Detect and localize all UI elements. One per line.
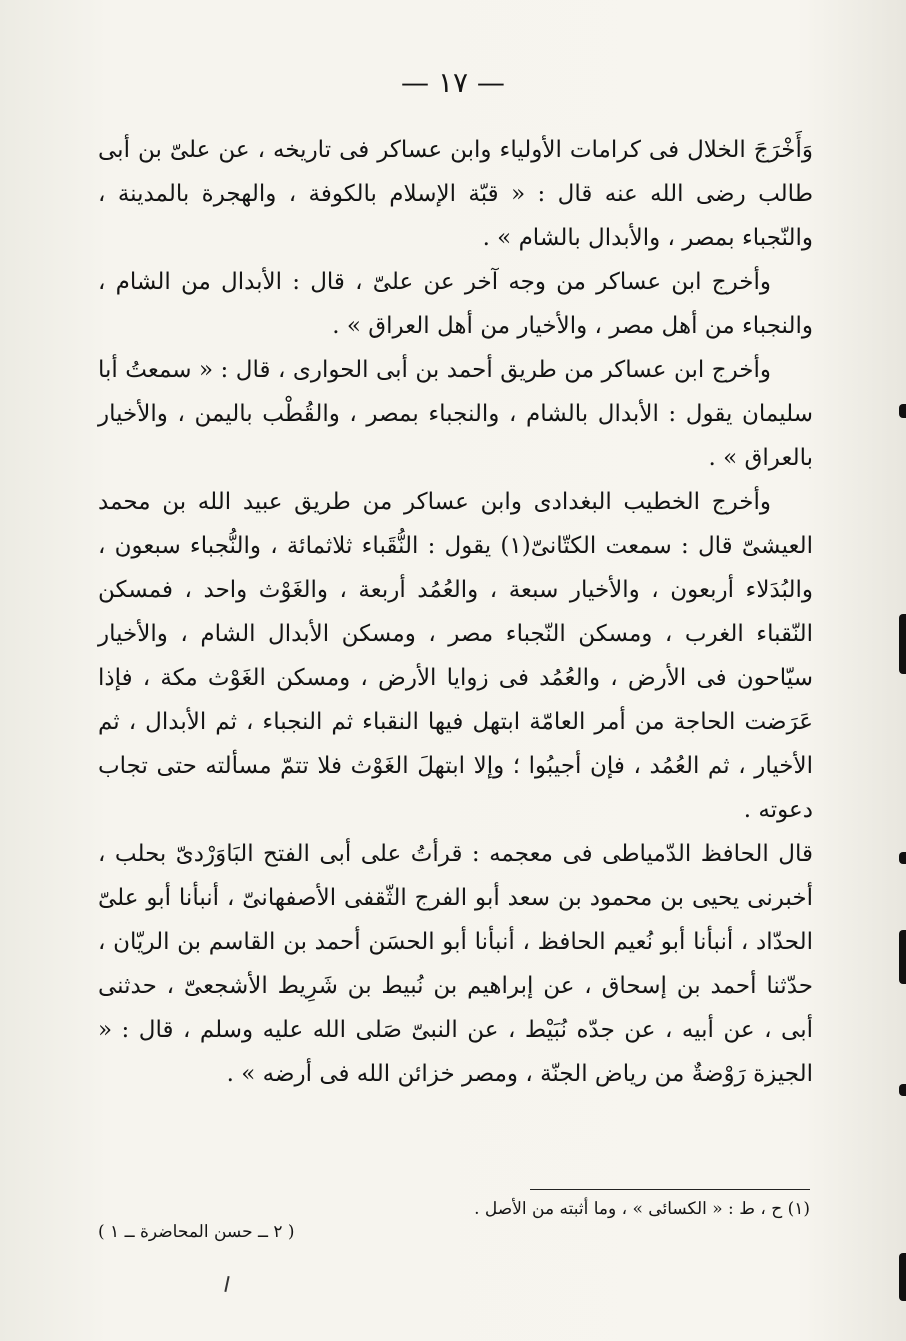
body-text [98, 128, 813, 1096]
scan-edge-mark [899, 1253, 906, 1301]
paragraph-2: وأخرج ابن عساكر من وجه آخر عن علىّ ، قال : الأبدال من الشام ، والنجباء من أهل مصر ، والأخيار من أهل العراق » . [98, 269, 813, 339]
footnote-divider [530, 1189, 810, 1190]
paragraph-1: وَأَخْرَجَ الخلال فى كرامات الأولياء وابن عساكر فى تاريخه ، عن علىّ بن أبى طالب رضى الله عنه قال : « قبّة الإسلام بالكوفة ، والهجرة بالمدينة ، والنّجباء بمصر ، والأبدال بالشام » . [98, 137, 813, 251]
scan-edge-mark [899, 930, 906, 984]
scan-edge-mark [899, 614, 906, 674]
stray-ink-mark [224, 1276, 229, 1292]
scan-edge-mark [899, 852, 906, 864]
signature-mark: ( ٢ ــ حسن المحاضرة ــ ١ ) [98, 1222, 295, 1242]
scan-edge-mark [899, 1084, 906, 1096]
page-number: — ١٧ — [401, 66, 505, 99]
footnote: (١) ح ، ط : « الكسائى » ، وما أثبته من الأصل . [474, 1199, 810, 1219]
paragraph-4: وأخرج الخطيب البغدادى وابن عساكر من طريق عبيد الله بن محمد العيشىّ قال : سمعت الكتّانىّ(١) يقول : النُّقَباء ثلاثمائة ، والنُّجباء سبعون ، والبُدَلاء أربعون ، والأخيار سبعة ، والعُمُد أربعة ، والغَوْث واحد ، فمسكن النّقباء الغرب ، ومسكن النّجباء مصر ، ومسكن الأبدال الشام ، والأخيار سيّاحون فى الأرض ، والعُمُد فى زوايا الأرض ، ومسكن الغَوْث مكة ، فإذا عَرَضت الحاجة من أمر العامّة ابتهل فيها النقباء ثم النجباء ، ثم الأبدال ، ثم الأخيار ، ثم العُمُد ، فإن أجيبُوا ؛ وإلا ابتهلَ الغَوْث فلا تتمّ مسألته حتى تجاب دعوته . [98, 489, 814, 823]
paragraph-3: وأخرج ابن عساكر من طريق أحمد بن أبى الحوارى ، قال : « سمعتُ أبا سليمان يقول : الأبدال بالشام ، والنجباء بمصر ، والقُطْب باليمن ، والأخيار بالعراق » . [98, 357, 813, 471]
scan-edge-mark [899, 404, 906, 418]
paragraph-5: قال الحافظ الدّمياطى فى معجمه : قرأتُ على أبى الفتح البَاوَرْدىّ بحلب ، أخبرنى يحيى بن محمود بن سعد أبو الفرج الثّقفى الأصفهانىّ ، أنبأنا أبو علىّ الحدّاد ، أنبأنا أبو نُعيم الحافظ ، أنبأنا أبو الحسَن أحمد بن القاسم بن الريّان ، حدّثنا أحمد بن إسحاق ، عن إبراهيم بن نُبيط بن شَرِيط الأشجعىّ ، حدثنى أبى ، عن أبيه ، عن جدّه نُبَيْط ، عن النبىّ صَلى الله عليه وسلم ، قال : « الجيزة رَوْضةٌ من رياض الجنّة ، ومصر خزائن الله فى أرضه » . [98, 841, 813, 1087]
